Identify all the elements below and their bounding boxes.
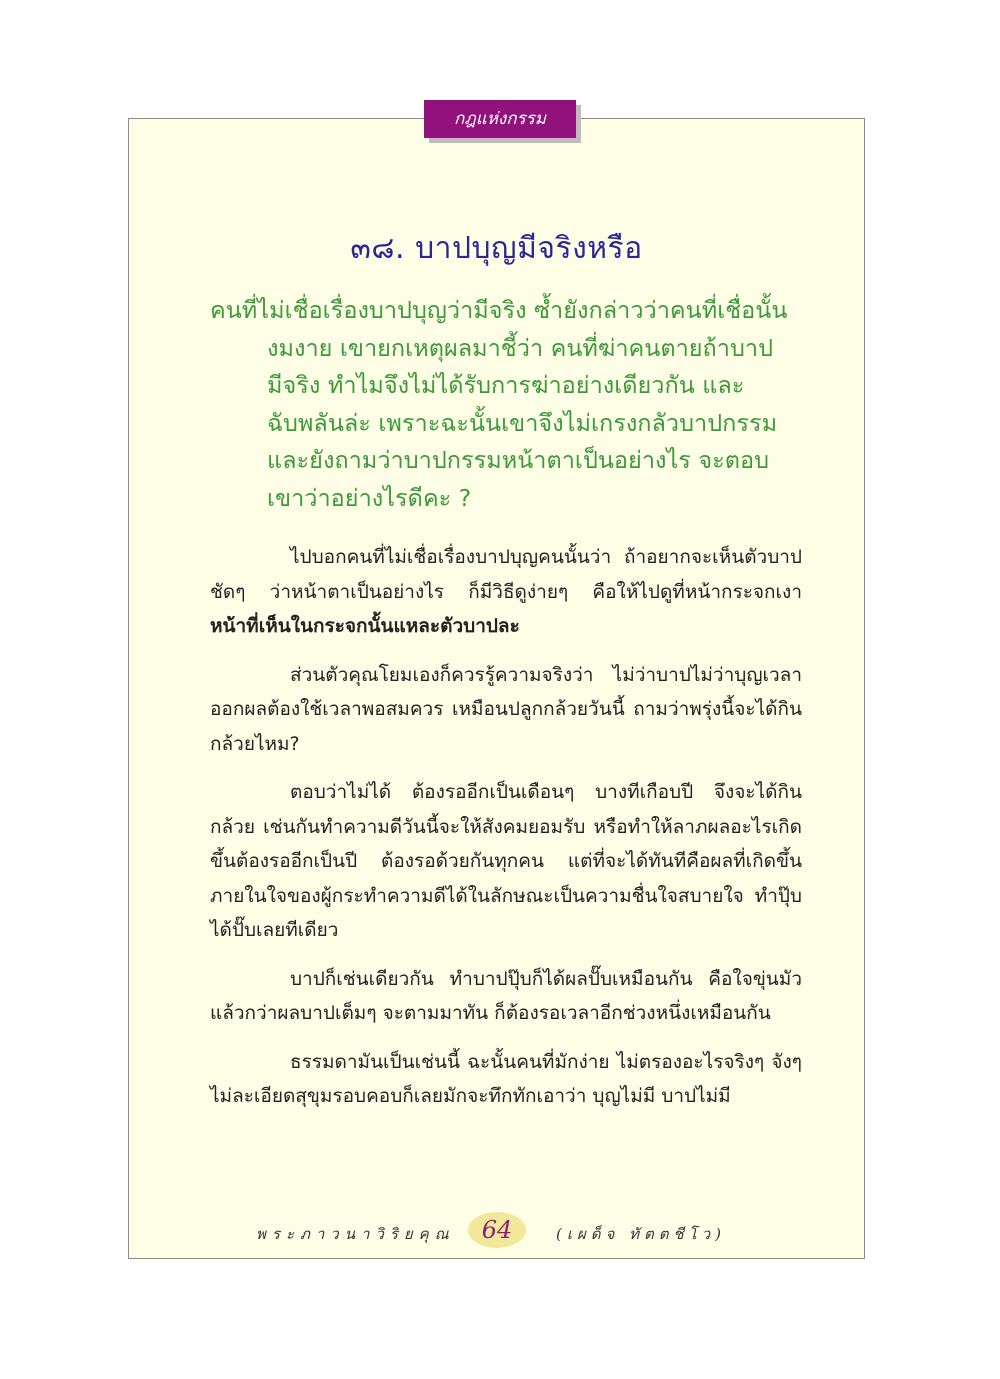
footer-author-name: (เผด็จ ทัตตชีโว) (556, 1225, 726, 1243)
question-line-text: คนที่ไม่เชื่อเรื่องบาปบุญว่ามีจริง ซ้ำยังกล่าวว่าคนที่เชื่อนั้น (210, 296, 788, 324)
paragraph: ตอบว่าไม่ได้ ต้องรออีกเป็นเดือนๆ บางทีเกือบปี จึงจะได้กินกล้วย เช่นกันทำความดีวันนี้จะให้สังคมยอมรับ หรือทำให้ลาภผลอะไรเกิดขึ้นต้องรออีกเป็นปี ต้องรอด้วยกันทุกคน แต่ที่จะได้ทันทีคือผลที่เกิดขึ้นภายในใจของผู้กระทำความดีได้ในลักษณะเป็นความชื่นใจสบายใจ ทำปุ๊บได้ปั๊บเลยทีเดียว (210, 781, 802, 941)
section-header-tab: กฎแห่งกรรม (424, 100, 576, 138)
emphasis-text: หน้าที่เห็นในกระจกนั้นแหละตัวบาปละ (210, 615, 520, 637)
question-line-text: ฉับพลันล่ะ เพราะฉะนั้นเขาจึงไม่เกรงกลัวบาปกรรม (267, 408, 778, 437)
question-line-text: งมงาย เขายกเหตุผลมาชี้ว่า คนที่ฆ่าคนตายถ้าบาป (267, 333, 773, 362)
paragraph: ส่วนตัวคุณโยมเองก็ควรรู้ความจริงว่า ไม่ว่าบาปไม่ว่าบุญเวลาออกผลต้องใช้เวลาพอสมควร เหมือนปลูกกล้วยวันนี้ ถามว่าพรุ่งนี้จะได้กินกล้วยไหม? (210, 663, 802, 755)
question-line-text: เขาว่าอย่างไรดีคะ ? (267, 483, 472, 512)
page-number-badge: 64 (468, 1212, 526, 1248)
page-footer (128, 1212, 865, 1252)
paragraph-text: ไปบอกคนที่ไม่เชื่อเรื่องบาปบุญคนนั้นว่า ถ้าอยากจะเห็นตัวบาปชัดๆ ว่าหน้าตาเป็นอย่างไร ก็มีวิธีดูง่ายๆ คือให้ไปดูที่หน้ากระจกเงา (210, 546, 802, 603)
question-line (210, 292, 810, 517)
paragraph: บาปก็เช่นเดียวกัน ทำบาปปุ๊บก็ได้ผลปั๊บเหมือนกัน คือใจขุ่นมัวแล้วกว่าผลบาปเต็มๆ จะตามมาทัน ก็ต้องรอเวลาอีกช่วงหนึ่งเหมือนกัน (210, 967, 802, 1024)
answer-body (210, 540, 802, 1128)
question-line-text: และยังถามว่าบาปกรรมหน้าตาเป็นอย่างไร จะตอบ (267, 446, 770, 474)
chapter-title: ๓๘. บาปบุญมีจริงหรือ (350, 231, 643, 266)
question-block (210, 292, 810, 517)
question-line-text: มีจริง ทำไมจึงไม่ได้รับการฆ่าอย่างเดียวกัน และ (267, 371, 745, 399)
paragraph: ธรรมดามันเป็นเช่นนี้ ฉะนั้นคนที่มักง่าย ไม่ตรองอะไรจริงๆ จังๆ ไม่ละเอียดสุขุมรอบคอบก็เลยมักจะทึกทักเอาว่า บุญไม่มี บาปไม่มี (210, 1050, 802, 1107)
footer-author: พระภาวนาวิริยคุณ (256, 1225, 455, 1243)
paragraph (210, 540, 802, 644)
